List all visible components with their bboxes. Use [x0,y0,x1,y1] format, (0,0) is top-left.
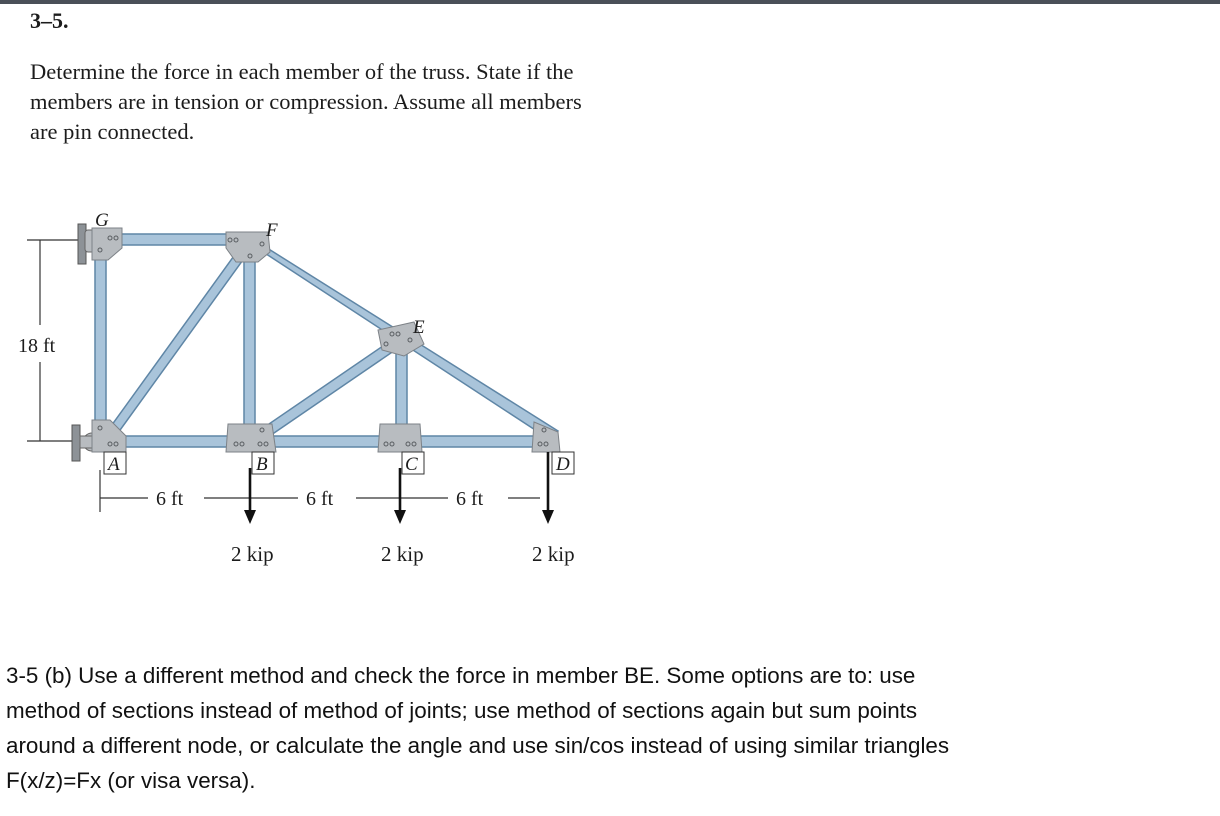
followup-line: method of sections instead of method of joints; use method of sections again but sum points [6,698,918,723]
joint-label-g: G [95,210,109,231]
load-label: 2 kip [231,542,274,566]
followup-line: around a different node, or calculate the angle and use sin/cos instead of using similar triangles [6,733,950,758]
followup-question [6,658,1211,798]
member-ag [95,238,106,444]
statement-line: are pin connected. [30,119,195,144]
span-label: 6 ft [456,488,484,510]
load-label: 2 kip [381,542,424,566]
span-label: 6 ft [306,488,334,510]
joint-label-a: A [108,454,120,475]
member-ad [98,436,556,447]
joint-label-d: D [556,454,570,475]
joint-label-e: E [413,317,425,338]
load-arrowhead-d [542,510,554,524]
problem-number: 3–5. [30,8,69,33]
truss-members [95,234,558,447]
gusset-plates [92,228,560,452]
statement-line: Determine the force in each member of the truss. State if the [30,59,574,84]
load-arrowhead-c [394,510,406,524]
joint-label-c: C [405,454,418,475]
gusset-d [532,422,560,452]
member-fb [244,240,255,440]
member-af [101,242,253,444]
followup-line: F(x/z)=Fx (or visa versa). [6,768,256,793]
load-arrows [244,452,554,524]
statement-line: members are in tension or compression. Assume all members [30,89,582,114]
gusset-g [92,228,122,260]
bolt-marks [98,236,548,446]
load-arrowhead-b [244,510,256,524]
followup-line: 3-5 (b) Use a different method and check the force in member BE. Some options are to: use [6,663,916,688]
span-label: 6 ft [156,488,184,510]
gusset-c [378,424,422,452]
gusset-b [226,424,276,452]
height-dimension-label: 18 ft [18,335,56,357]
joint-label-b: B [256,454,268,475]
joint-label-boxes [104,452,574,474]
load-label: 2 kip [532,542,575,566]
joint-label-f: F [266,220,278,241]
